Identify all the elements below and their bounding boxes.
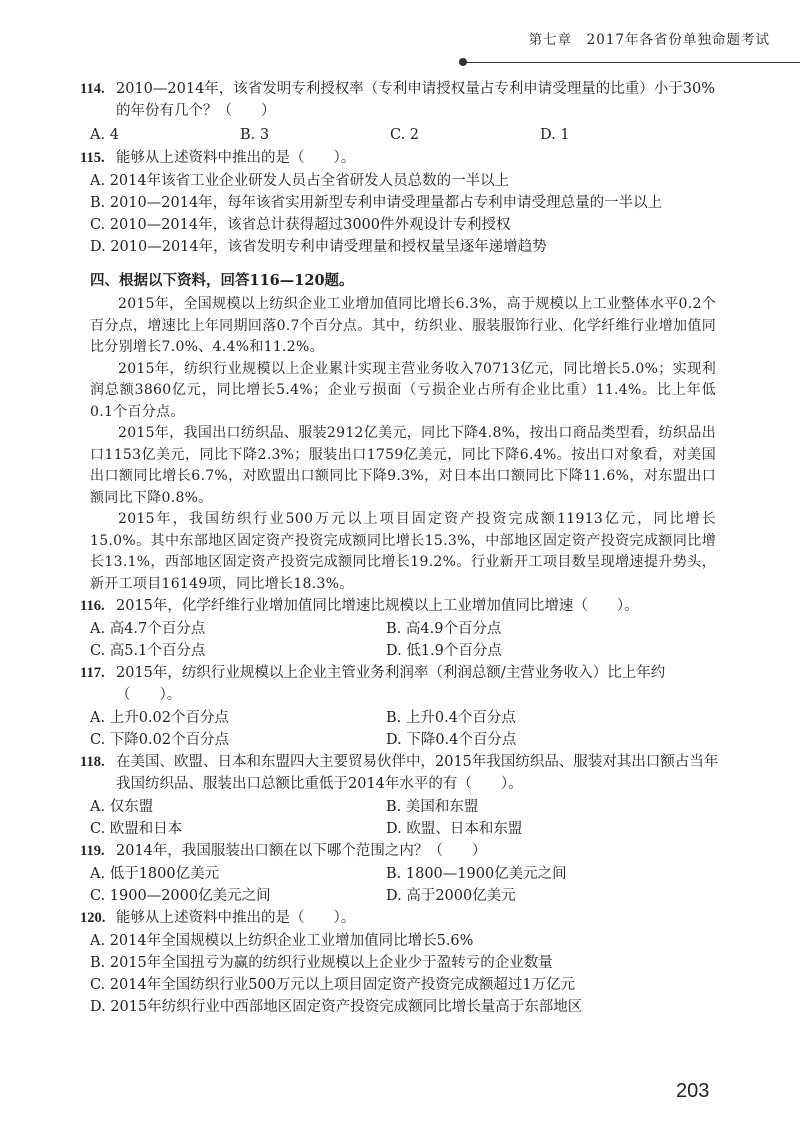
question-number: 114. [80,81,105,97]
question-text: 在美国、欧盟、日本和东盟四大主要贸易伙伴中，2015年我国纺织品、服装对其出口额占当年我国纺织品、服装出口总额比重低于2014年水平的有（ ）。 [116,754,719,792]
question-text: 2015年，化学纤维行业增加值同比增速比规模以上工业增加值同比增速（ ）。 [116,598,639,614]
option-c: C. 欧盟和日本 [90,821,183,837]
question-120-options [84,930,724,1018]
option-b: B. 3 [240,127,270,143]
option-a: A. 上升0.02个百分点 [90,710,229,726]
option-d: D. 欧盟、日本和东盟 [386,821,523,837]
question-116-options [84,618,724,662]
option-a: A. 仅东盟 [90,799,154,815]
header-rule [466,62,800,63]
material-paragraph: 2015年，我国出口纺织品、服装2912亿美元，同比下降4.8%，按出口商品类型看，纺织品出口1153亿美元，同比下降2.3%；服装出口1759亿美元，同比下降6.4%。按出口对象看，对美国出口额同比增长6.7%，对欧盟出口额同比下降9.3%，对日本出口额同比下降11.6%，对东盟出口额同比下降0.8%。 [90,425,716,506]
question-number: 120. [80,910,106,926]
question-text: 2015年，纺织行业规模以上企业主管业务利润率（利润总额/主营业务收入）比上年约（ ）。 [116,665,666,703]
page-number: 203 [676,1080,710,1102]
question-114-options [84,123,724,147]
material-paragraph: 2015年，我国纺织行业500万元以上项目固定资产投资完成额11913亿元，同比增长15.0%。其中东部地区固定资产投资完成额同比增长15.3%，中部地区固定资产投资完成额同比增长13.1%，西部地区固定资产投资完成额同比增长19.2%。行业新开工项目数呈现增速提升势头，新开工项目16149项，同比增长18.3%。 [90,511,716,592]
option-c: C. 下降0.02个百分点 [90,732,230,748]
question-number: 116. [80,598,105,614]
option-b: B. 2015年全国扭亏为赢的纺织行业规模以上企业少于盈转亏的企业数量 [90,955,553,971]
question-116 [80,595,724,617]
option-b: B. 2010—2014年，每年该省实用新型专利申请受理量都占专利申请受理总量的一半以上 [90,195,663,211]
material-paragraph: 2015年，全国规模以上纺织企业工业增加值同比增长6.3%，高于规模以上工业整体水平0.2个百分点，增速比上年同期回落0.7个百分点。其中，纺织业、服装服饰行业、化学纤维行业增加值同比分别增长7.0%、4.4%和11.2%。 [90,296,716,355]
option-d: D. 高于2000亿美元 [386,888,516,904]
question-119 [80,840,724,862]
option-b: B. 1800—1900亿美元之间 [386,866,567,882]
question-text: 能够从上述资料中推出的是（ ）。 [116,910,356,926]
question-119-options [84,863,724,907]
option-c: C. 2014年全国纺织行业500万元以上项目固定资产投资完成额超过1万亿元 [90,977,576,993]
question-114 [80,78,724,122]
option-d: D. 低1.9个百分点 [386,643,502,659]
option-c: C. 1900—2000亿美元之间 [90,888,271,904]
question-118-options [84,796,724,840]
question-number: 115. [80,150,105,166]
option-c: C. 2010—2014年，该省总计获得超过3000件外观设计专利授权 [90,217,511,233]
running-header: 第七章 2017年各省份单独命题考试 [528,32,770,48]
option-b: B. 美国和东盟 [386,799,479,815]
question-text: 2010—2014年，该省发明专利授权率（专利申请授权量占专利申请受理量的比重）小于30%的年份有几个？（ ） [116,81,716,119]
question-117-options [84,707,724,751]
option-a: A. 低于1800亿美元 [90,866,220,882]
question-text: 能够从上述资料中推出的是（ ）。 [116,150,356,166]
option-b: B. 高4.9个百分点 [386,621,502,637]
question-115 [80,147,724,169]
question-number: 119. [80,843,105,859]
option-a: A. 2014年该省工业企业研发人员占全省研发人员总数的一半以上 [90,173,510,189]
question-120 [80,907,724,929]
option-a: A. 高4.7个百分点 [90,621,206,637]
option-d: D. 2010—2014年，该省发明专利申请受理量和授权量呈逐年递增趋势 [90,239,547,255]
question-number: 118. [80,754,105,770]
question-text: 2014年，我国服装出口额在以下哪个范围之内？（ ） [116,843,487,859]
question-117 [80,662,724,706]
material-paragraph: 2015年，纺织行业规模以上企业累计实现主营业务收入70713亿元，同比增长5.0%；实现利润总额3860亿元，同比增长5.4%；企业亏损面（亏损企业占所有企业比重）11.4%。比上年低0.1个百分点。 [90,360,716,420]
page-content [80,78,724,1018]
question-number: 117. [80,665,105,681]
option-d: D. 1 [540,127,570,143]
option-b: B. 上升0.4个百分点 [386,710,516,726]
option-d: D. 下降0.4个百分点 [386,732,517,748]
section-title: 四、根据以下资料，回答116—120题。 [90,272,354,289]
option-d: D. 2015年纺织行业中西部地区固定资产投资完成额同比增长量高于东部地区 [90,999,583,1015]
option-a: A. 2014年全国规模以上纺织企业工业增加值同比增长5.6% [90,933,474,949]
question-118 [80,751,724,795]
question-115-options [84,170,724,258]
option-c: C. 2 [390,127,420,143]
option-c: C. 高5.1个百分点 [90,643,206,659]
option-a: A. 4 [90,127,119,143]
